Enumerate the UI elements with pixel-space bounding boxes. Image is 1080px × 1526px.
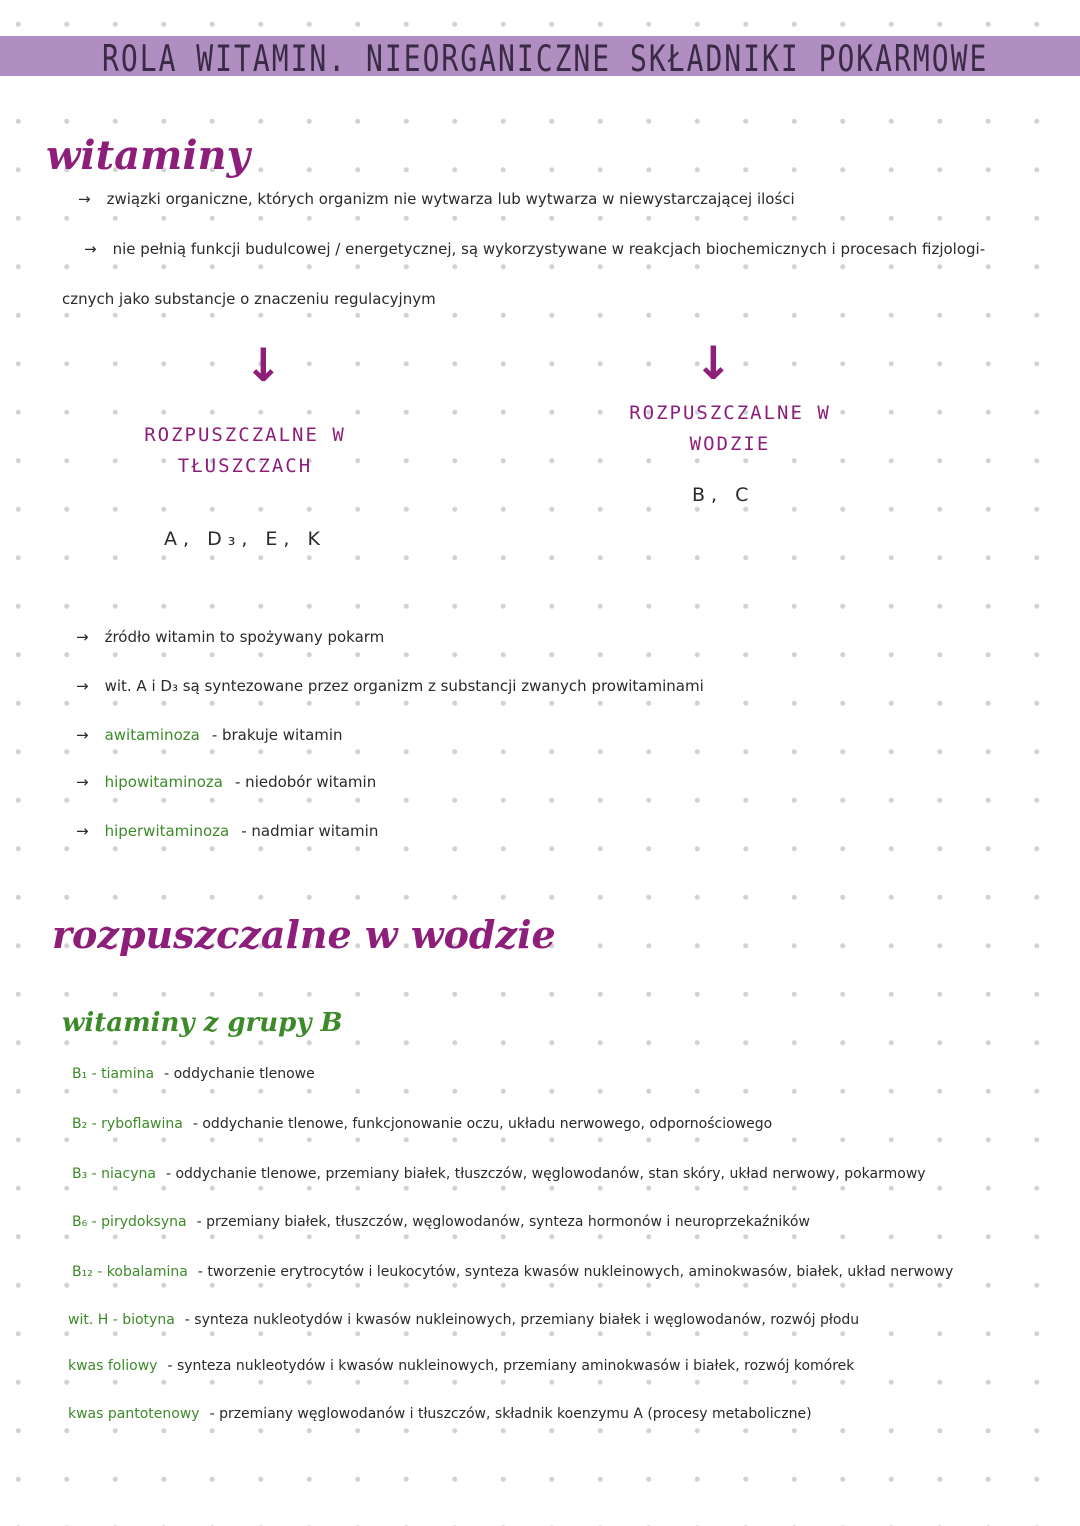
vitamin-row: kwas pantotenowy - przemiany węglowodanów i tłuszczów, składnik koenzymu A (procesy metaboliczne): [68, 1406, 812, 1422]
vitamin-row: B₆ - pirydoksyna - przemiany białek, tłuszczów, węglowodanów, synteza hormonów i neuroprzekaźników: [72, 1214, 810, 1230]
vitamin-row: B₁₂ - kobalamina - tworzenie erytrocytów i leukocytów, synteza kwasów nukleinowych, aminokwasów, białek, układ nerwowy: [72, 1264, 954, 1280]
vitamin-row: wit. H - biotyna - synteza nukleotydów i kwasów nukleinowych, przemiany białek i węglowodanów, rozwój płodu: [68, 1312, 860, 1328]
arrow-right-icon: →: [78, 190, 91, 208]
bullet-item: → hipowitaminoza - niedobór witamin: [76, 773, 377, 791]
arrow-right-icon: →: [76, 677, 89, 695]
vitamin-row: kwas foliowy - synteza nukleotydów i kwasów nukleinowych, przemiany aminokwasów i białek, rozwój komórek: [68, 1358, 855, 1374]
vitamin-row: B₁ - tiamina - oddychanie tlenowe: [72, 1066, 315, 1082]
water-soluble-label: ROZPUSZCZALNE W WODZIE: [629, 402, 831, 455]
definition-line-1: → związki organiczne, których organizm nie wytwarza lub wytwarza w niewystarczającej ilości: [78, 190, 795, 208]
vitamin-row: B₃ - niacyna - oddychanie tlenowe, przemiany białek, tłuszczów, węglowodanów, stan skóry, układ nerwowy, pokarmowy: [72, 1166, 926, 1182]
definition-line-2: → nie pełnią funkcji budulcowej / energetycznej, są wykorzystywane w reakcjach biochemicznych i procesach fizjologi-: [84, 240, 986, 258]
heading-witaminy: witaminy: [46, 132, 250, 179]
bullet-item: → wit. A i D₃ są syntezowane przez organizm z substancji zwanych prowitaminami: [76, 677, 704, 695]
definition-line-3: cznych jako substancje o znaczeniu regulacyjnym: [62, 290, 436, 308]
arrow-down-icon: ↓: [694, 336, 733, 390]
arrow-right-icon: →: [76, 628, 89, 646]
heading-water-soluble: rozpuszczalne w wodzie: [52, 912, 556, 957]
fat-soluble-label: ROZPUSZCZALNE W TŁUSZCZACH: [144, 424, 346, 477]
bullet-item: → awitaminoza - brakuje witamin: [76, 726, 343, 744]
fat-soluble-vitamins: A, D₃, E, K: [164, 528, 326, 550]
bullet-item: → hiperwitaminoza - nadmiar witamin: [76, 822, 379, 840]
arrow-right-icon: →: [84, 240, 97, 258]
subheading-group-b: witaminy z grupy B: [62, 1008, 343, 1038]
bullet-item: → źródło witamin to spożywany pokarm: [76, 628, 385, 646]
arrow-right-icon: →: [76, 726, 89, 744]
arrow-down-icon: ↓: [244, 338, 283, 392]
water-soluble-vitamins: B, C: [692, 484, 755, 506]
arrow-right-icon: →: [76, 773, 89, 791]
arrow-right-icon: →: [76, 822, 89, 840]
vitamin-row: B₂ - ryboflawina - oddychanie tlenowe, funkcjonowanie oczu, układu nerwowego, odpornościowego: [72, 1116, 773, 1132]
page-title: ROLA WITAMIN. NIEORGANICZNE SKŁADNIKI POKARMOWE: [102, 37, 989, 80]
